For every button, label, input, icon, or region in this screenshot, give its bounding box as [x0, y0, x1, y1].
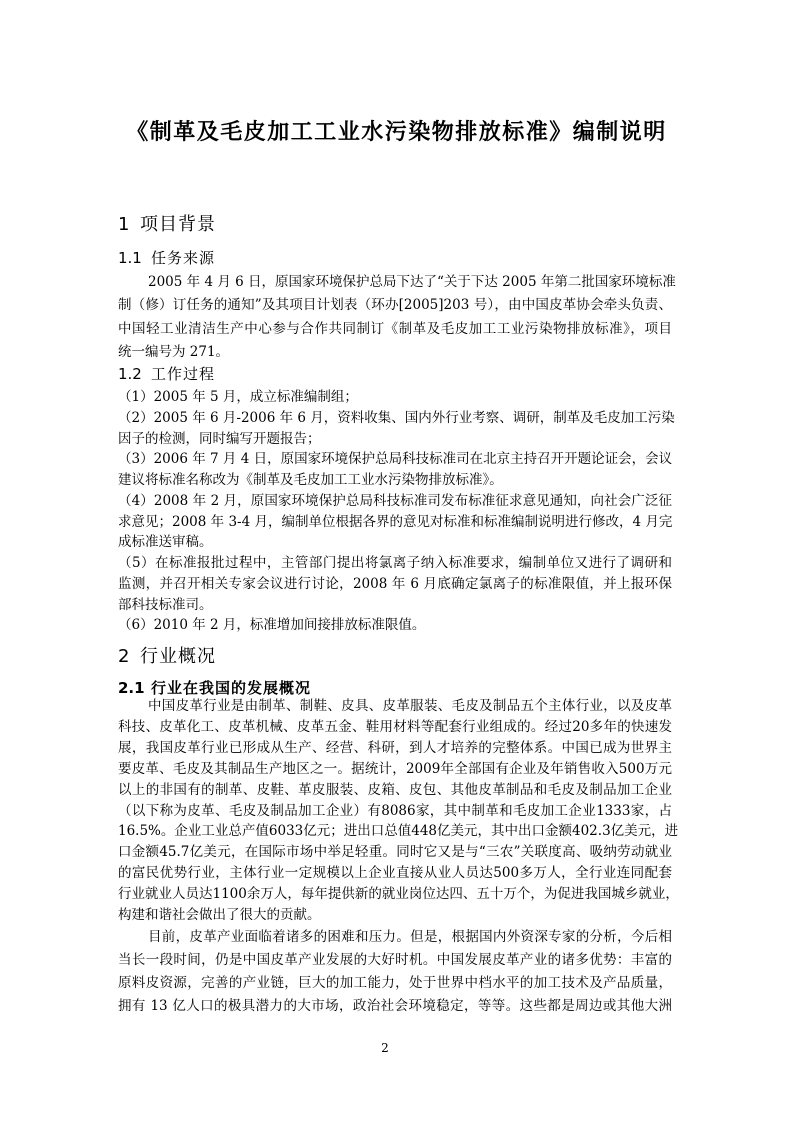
paragraph-line: 目前，皮革产业面临着诸多的困难和压力。但是，根据国内外资深专家的分析，今后相: [148, 929, 672, 945]
list-item-line: （2）2005 年 6 月-2006 年 6 月，资料收集、国内外行业考察、调研，制革及毛皮加工污染: [118, 409, 675, 426]
paragraph-line: 拥有 13 亿人口的极具潜力的大市场，政治社会环境稳定，等等。这些都是周边或其他大洲: [118, 998, 672, 1014]
paragraph-line: 16.5%。企业工业总产值6033亿元；进出口总值448亿美元，其中出口金额402.3亿美元，进: [118, 823, 679, 840]
paragraph-line: 统一编号为 271。: [118, 343, 230, 360]
industry-outlook-paragraph: [118, 926, 672, 1018]
section-1-2-title: 工作过程: [151, 365, 216, 383]
section-1-2-heading: [118, 364, 215, 384]
paragraph-line: 当长一段时间，仍是中国皮革产业发展的大好时机。中国发展皮革产业的诸多优势：丰富的: [118, 952, 672, 968]
list-item-line: （5）在标准报批过程中，主管部门提出将氯离子纳入标准要求，编制单位又进行了调研和: [118, 555, 672, 571]
list-item-line: 部科技标准司。: [118, 596, 213, 613]
paragraph-line: 科技、皮革化工、皮革机械、皮革五金、鞋用材料等配套行业组成的。经过20多年的快速发: [118, 718, 672, 735]
industry-overview-paragraph: [118, 696, 679, 926]
paragraph-line: 中国轻工业清洁生产中心参与合作共同制订《制革及毛皮加工工业污染物排放标准》，项目: [118, 320, 672, 337]
paragraph-line: 制（修）订任务的通知”及其项目计划表（环办[2005]203 号），由中国皮革协会牵头负责、: [118, 297, 672, 314]
paragraph-line: 中国皮革行业是由制革、制鞋、皮具、皮革服装、毛皮及制品五个主体行业，以及皮革: [148, 698, 672, 714]
paragraph-line: 以上的非国有的制革、皮鞋、革皮服装、皮箱、皮包、其他皮革制品和毛皮及制品加工企业: [118, 781, 672, 798]
section-1-heading: [118, 213, 216, 237]
section-1-number: 1: [118, 214, 131, 235]
section-1-1-title: 任务来源: [151, 249, 216, 267]
paragraph-line: 原料皮资源，完善的产业链，巨大的加工能力，处于世界中档水平的加工技术及产品质量，: [118, 975, 672, 991]
paragraph-line: 展，我国皮革行业已形成从生产、经营、科研，到人才培养的完整体系。中国已成为世界主: [118, 739, 672, 756]
list-item-line: （1）2005 年 5 月，成立标准编制组；: [118, 389, 358, 405]
section-1-2-number: 1.2: [118, 365, 142, 383]
paragraph-line: 构建和谐社会做出了很大的贡献。: [118, 907, 321, 924]
section-1-1-number: 1.1: [118, 249, 142, 267]
paragraph-line: 要皮革、毛皮及其制品生产地区之一。据统计，2009年全部国有企业及年销售收入500万元: [118, 760, 672, 777]
list-item-line: 监测，并召开相关专家会议进行讨论，2008 年 6 月底确定氯离子的标准限值，并上报环保: [118, 575, 672, 592]
list-item-line: 求意见；2008 年 3-4 月，编制单位根据各界的意见对标准和标准编制说明进行修改，4 月完: [118, 513, 673, 530]
list-item-line: 成标准送审稿。: [118, 534, 213, 551]
section-2-title: 行业概况: [140, 646, 216, 667]
section-2-number: 2: [118, 646, 131, 667]
paragraph-line: 的富民优势行业，主体行业一定规模以上企业直接从业人员达500多万人，全行业连同配套: [118, 865, 672, 882]
paragraph-line: 2005 年 4 月 6 日，原国家环境保护总局下达了“关于下达 2005 年第二批国家环境标准: [148, 274, 676, 290]
paragraph-line: （以下称为皮革、毛皮及制品加工企业）有8086家，其中制革和毛皮加工企业1333家，占: [118, 802, 672, 819]
work-process-list: [118, 387, 675, 636]
paragraph-line: 行业就业人员达1100余万人，每年提供新的就业岗位达四、五十万个，为促进我国城乡就业，: [118, 886, 679, 903]
list-item-line: 因子的检测，同时编写开题报告；: [118, 430, 321, 447]
section-2-heading: [118, 645, 216, 669]
page-number: 2: [381, 1041, 389, 1055]
section-2-1-number: 2.1: [118, 679, 145, 697]
list-item-line: 建议将标准名称改为《制革及毛皮加工工业水污染物排放标准》。: [118, 472, 503, 488]
section-2-1-title: 行业在我国的发展概况: [151, 679, 312, 697]
section-2-1-heading: [118, 678, 311, 698]
task-source-paragraph: [118, 271, 676, 364]
list-item-line: （4）2008 年 2 月，原国家环境保护总局科技标准司发布标准征求意见通知，向社会广泛征: [118, 492, 672, 509]
section-1-title: 项目背景: [140, 214, 216, 235]
list-item-line: （3）2006 年 7 月 4 日，原国家环境保护总局科技标准司在北京主持召开开题论证会，会议: [118, 451, 673, 468]
list-item-line: （6）2010 年 2 月，标准增加间接排放标准限值。: [118, 617, 426, 634]
paragraph-line: 口金额45.7亿美元，在国际市场中举足轻重。同时它又是与“三农”关联度高、吸纳劳动就业: [118, 844, 672, 861]
document-title: 《制革及毛皮加工工业水污染物排放标准》编制说明: [126, 120, 667, 145]
section-1-1-heading: [118, 248, 215, 268]
